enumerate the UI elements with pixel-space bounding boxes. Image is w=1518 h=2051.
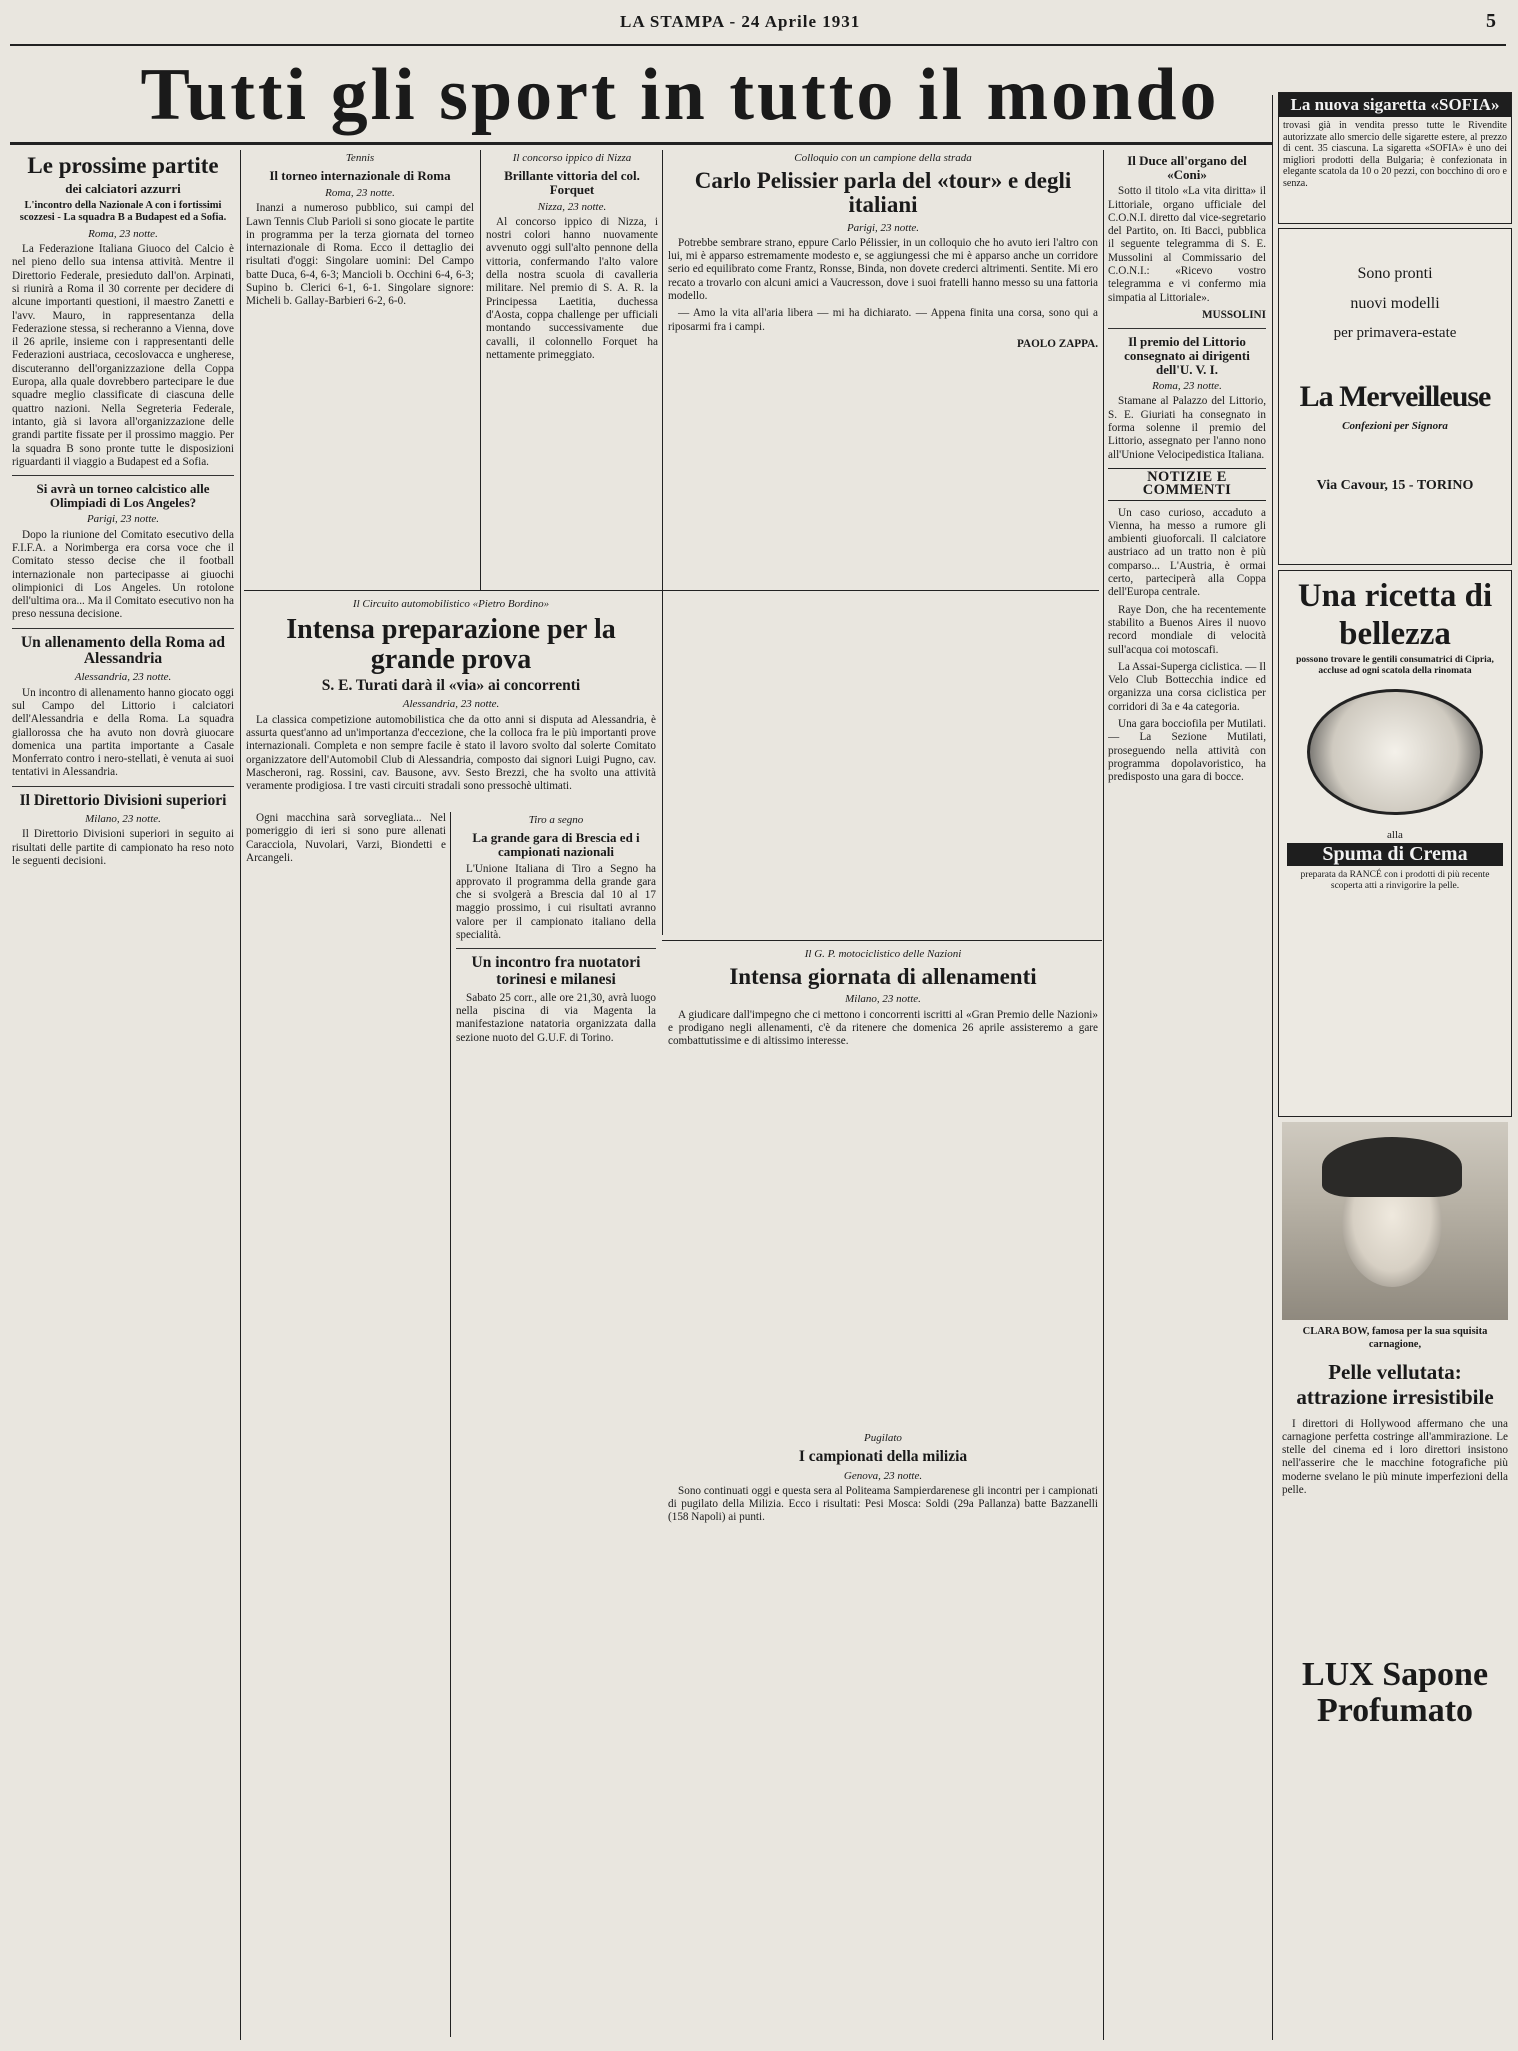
ad-brand: Spuma di Crema [1287, 843, 1503, 866]
column-rule [1103, 150, 1104, 2040]
column-rule [1272, 95, 1273, 2040]
ad-ricetta-bellezza [1278, 570, 1512, 1117]
page-number: 5 [1486, 10, 1496, 32]
article-circuito [246, 596, 656, 806]
divider [12, 628, 234, 629]
ad-label: alla [1387, 829, 1403, 841]
article-title: Brillante vittoria del col. Forquet [504, 168, 640, 197]
article-subtitle: S. E. Turati darà il «via» ai concorrenti [321, 677, 581, 695]
article-body: Potrebbe sembrare strano, eppure Carlo Pélissier, in un colloquio che ho avuto ieri l'altro con lui, mi è apparso estremamente modesto e, se aggiungessi che mi è apparso anche un corridore serio ed equilibrato come Frantz, Ronsse, Binda, non dovete crederci altrimenti. Sentite. Mi ero recato a trovarlo con alcuni amici a Vaucresson, dove i suoi fratelli hanno messo su una fattoria modello. [668, 236, 1098, 303]
article-kicker: Pugilato [864, 1432, 902, 1444]
column-ippica [486, 150, 658, 585]
article-body: — Amo la vita all'aria libera — mi ha dichiarato. — Appena finita una corsa, sono qui a riposarmi fra i campi. [668, 307, 1098, 333]
divider [1108, 328, 1266, 329]
ad-title: Una ricetta di bellezza [1297, 578, 1493, 652]
article-body: Stamane al Palazzo del Littorio, S. E. Giuriati ha consegnato in forma solenne il premio del Littorio, assegnato per l'anno nono all'Unione Velocipedistica Italiana. [1108, 395, 1266, 461]
article-body: Sotto il titolo «La vita diritta» il Littoriale, organo ufficiale del C.O.N.I. diretto dal vice-segretario del Partito, on. Iti Bacci, pubblica il seguente telegramma di S. E. Mussolini al Commissario del C.O.N.I.: «Ricevo vostro telegramma e vi confermo mia simpatia al Littoriale». [1108, 185, 1266, 304]
ad-subtitle: Confezioni per Signora [1342, 420, 1448, 432]
article-kicker: Tiro a segno [528, 814, 584, 826]
article-body: La Federazione Italiana Giuoco del Calcio è nel pieno dello sua intensa attività. Mentre il Direttorio Federale, presieduto dall'on. Arpinati, si riunirà a Roma il 30 corrente per decidere di alcune importanti questioni, il maestro Zanetti e l'avv. Mauro, in rappresentanza della Federazione stessa, si recheranno a Vienna, dove il 26 aprile, insieme con i rappresentanti delle Federazioni austriaca, cecoslovacca e ungherese, discuteranno dell'organizzazione della Coppa Europa, alla quale dovrebbero partecipare le due squadre meglio classificate di ciascuna delle quattro nazioni. Nella Segreteria Federale, intanto, già si lavora all'organizzazione delle grandi partite fissate per il prossimo maggio. Per la squadra B sono pronte tutte le disposizioni riguardanti il viaggio a Budapest ed a Sofia. [12, 243, 234, 468]
article-body: Sabato 25 corr., alle ore 21,30, avrà luogo nella piscina di via Magenta la manifestazione natatoria organizzata dalla sezione nuoto del G.U.F. di Torino. [456, 991, 656, 1044]
article-subtitle: dei calciatori azzurri [65, 181, 181, 197]
article-title: Carlo Pelissier parla del «tour» e degli italiani [694, 168, 1072, 218]
ad-line: per primavera-estate [1333, 325, 1457, 341]
article-title: Si avrà un torneo calcistico alle Olimpiadi di Los Angeles? [36, 481, 210, 510]
column-rule [480, 150, 481, 590]
column-rule [450, 812, 451, 2037]
article-body: A giudicare dall'impegno che ci mettono i concorrenti iscritti al «Gran Premio delle Nazioni» e prodigano negli allenamenti, c'è da ritenere che domenica 26 aprile assisteremo a gare combattutissime e di altissimo interesse. [668, 1008, 1098, 1048]
column-tennis [246, 150, 474, 585]
article-body: La Assai-Superga ciclistica. — Il Velo Club Bottecchia indice ed organizza una corsa ciclistica per corridori di 3a e 4a categoria. [1108, 660, 1266, 713]
article-circuito-cont [246, 812, 446, 2037]
article-body: Un caso curioso, accaduto a Vienna, ha messo a rumore gli ambienti giuoforcali. Il calciatore austriaco ad un tratto non è più comparso... L'Austria, è ormai certo, parteciperà alla Coppa dell'Europa centrale. [1108, 506, 1266, 599]
article-pugilato [668, 1430, 1098, 2035]
article-body: Un incontro di allenamento hanno giocato oggi sul Campo del Littorio i calciatori dell'Alessandria e della Roma. La squadra giallorossa che ha avuto non dovrà giuocare domenica una partita importante a Casale Monferrato contro i nero-stellati, è venuta ai suoi tentativi in Alessandria. [12, 686, 234, 779]
ad-line: nuovi modelli [1350, 295, 1440, 312]
column-notizie [1108, 150, 1266, 2038]
article-motociclistico [668, 946, 1098, 1426]
divider [12, 475, 234, 476]
article-title: Un allenamento della Roma ad Alessandria [20, 633, 226, 668]
dateline: Nizza, 23 notte. [537, 200, 607, 213]
dateline: Alessandria, 23 notte. [402, 698, 500, 711]
headline-rule [10, 142, 1272, 145]
dateline: Parigi, 23 notte. [846, 221, 920, 234]
portrait-photo [1282, 1122, 1508, 1320]
ad-pelle-vellutata [1282, 1325, 1508, 2035]
article-title: Un incontro fra nuotatori torinesi e milanesi [471, 954, 641, 988]
divider [12, 786, 234, 787]
article-pelissier [668, 150, 1098, 935]
ad-merveilleuse [1278, 228, 1512, 565]
page-headline: Tutti gli sport in tutto il mondo [140, 54, 1220, 136]
dateline: Alessandria, 23 notte. [74, 671, 172, 684]
article-title: Il Duce all'organo del «Coni» [1127, 153, 1247, 182]
ad-text: I direttori di Hollywood affermano che una carnagione perfetta costringe all'ammirazione. Le stelle del cinema ed i loro direttori insistono nell'asserire che le macchine fotografiche più moderne svelano le più minute imperfezioni della pelle. [1282, 1417, 1508, 1497]
article-kicker: Il concorso ippico di Nizza [512, 152, 632, 164]
article-kicker: Il G. P. motociclistico delle Nazioni [804, 948, 962, 960]
dateline: Roma, 23 notte. [1152, 380, 1222, 393]
article-body: Il Direttorio Divisioni superiori in seguito ai risultati delle partite di campionato ha reso noto le seguenti decisioni. [12, 828, 234, 867]
signature: MUSSOLINI [1201, 308, 1266, 321]
article-body: Inanzi a numeroso pubblico, sui campi del Lawn Tennis Club Parioli si sono giocate le partite in programma per la terza giornata del torneo internazionale di Roma. Ecco il dettaglio dei risultati d'oggi: Singolare uomini: Del Campo batte Duca, 6-4, 6-3; Mancioli b. Occhini 6-4, 6-3; Supino b. Clerici 6-1, 6-1. Singolare signore: Micheli b. Gallay-Barbieri 6-2, 6-0. [246, 202, 474, 308]
ad-brand: La Merveilleuse [1299, 380, 1491, 413]
dateline: Genova, 23 notte. [843, 1469, 923, 1482]
ad-text: preparata da RANCÉ con i prodotti di più recente scoperta atti a rinvigorire la pelle. [1300, 870, 1490, 891]
article-title: Intensa preparazione per la grande prova [286, 614, 616, 675]
article-kicker: Colloquio con un campione della strada [794, 152, 972, 164]
article-title: Il Direttorio Divisioni superiori [19, 791, 227, 809]
ad-sofia-text: trovasi già in vendita presso tutte le Rivendite autorizzate allo smercio delle sigarette estere, al prezzo di cent. 35 ciascuna. La sigaretta «SOFIA» è uno dei migliori prodotti della Bulgaria; è confezionata in elegante scatola da 10 o 20 pezzi, con bocchino di oro e senza. [1283, 120, 1507, 189]
divider [456, 948, 656, 949]
dateline: Parigi, 23 notte. [86, 513, 160, 526]
article-title: Il premio del Littorio consegnato ai dirigenti dell'U. V. I. [1124, 334, 1250, 377]
ad-brand: LUX Sapone [1301, 1656, 1489, 1694]
masthead-paper-date: LA STAMPA - 24 Aprile 1931 [620, 12, 861, 31]
article-title: I campionati della milizia [798, 1448, 968, 1466]
ad-line: Sono pronti [1357, 265, 1433, 282]
signature: PAOLO ZAPPA. [1017, 337, 1098, 350]
article-body: Sono continuati oggi e questa sera al Politeama Sampierdarenese gli incontri per i campionati di pugilato della Milizia. Ecco i risultati: Pesi Mosca: Soldi (29a Pallanza) batte Bazzanelli (158 Napoli) ai punti. [668, 1484, 1098, 1524]
article-kicker: Tennis [345, 152, 375, 164]
ad-text: possono trovare le gentili consumatrici di Cipria, accluse ad ogni scatola della rinomata [1296, 655, 1494, 676]
article-kicker: Il Circuito automobilistico «Pietro Bordino» [352, 598, 550, 610]
masthead-rule [10, 44, 1506, 46]
ad-sofia [1278, 92, 1512, 224]
column-rule [662, 150, 663, 935]
dateline: Milano, 23 notte. [845, 993, 921, 1006]
section-title-notizie: NOTIZIE E COMMENTI [1108, 468, 1266, 501]
article-body: Dopo la riunione del Comitato esecutivo della F.I.F.A. a Norimberga era corsa voce che il Comitato stesso decise che il football internazionale non partecipasse ai giuochi olimpionici di Los Angeles. Un rotolone dell'ultima ora... Ma il Comitato esecutivo non ha preso nessuna decisione. [12, 528, 234, 621]
article-title: Le prossime partite [27, 153, 219, 178]
article-body: L'Unione Italiana di Tiro a Segno ha approvato il programma della grande gara che si svolgerà a Brescia dal 10 al 17 maggio prossimo, i cui risultati avranno valore per il campionato italiano della specialità. [456, 862, 656, 942]
article-title: Il torneo internazionale di Roma [269, 168, 451, 184]
article-body: Raye Don, che ha recentemente stabilito a Buenos Aires il nuovo record mondiale di velocità sull'acqua coi motoscafi. [1108, 603, 1266, 656]
dateline: Roma, 23 notte. [325, 186, 395, 199]
article-title: La grande gara di Brescia ed i campionati nazionali [472, 830, 640, 859]
article-body: La classica competizione automobilistica che da otto anni si disputa ad Alessandria, è assurta quest'anno ad un'importanza d'eccezione, che la colloca fra le più importanti prove internazionali. Completa e non sempre facile è stato il lavoro svolto dal solerte Comitato organizzatore dell'Automobil Club di Alessandria, composto dai signori Luigi Pugno, cav. Mascheroni, rag. Rossini, cav. Bausone, avv. Sesto Brezzi, che ha svolto una attività veramente prodigiosa. I tre vasti circuiti stradali sono pressochè ultimati. [246, 713, 656, 793]
powder-box-icon [1307, 689, 1483, 815]
column-rule [240, 150, 241, 2040]
dateline: Roma, 23 notte. [88, 227, 158, 240]
ad-title: Pelle vellutata: attrazione irresistibile [1296, 1359, 1494, 1409]
ad-address: Via Cavour, 15 - TORINO [1316, 478, 1474, 493]
section-rule [662, 940, 1102, 941]
article-body: Al concorso ippico di Nizza, i nostri colori hanno nuovamente avvenuto oggi sull'alto pennone della vittoria, confermando l'alto valore della nostra scuola di cavalleria militare. Nel premio di S. A. R. la Principessa Laetitia, duchessa d'Aosta, coppa challenge per ufficiali montando successivamente due cavalli, il colonnello Forquet ha nettamente primeggiato. [486, 215, 658, 361]
hair-shape [1322, 1137, 1462, 1197]
ad-brand: Profumato [1316, 1692, 1474, 1730]
masthead [0, 8, 1518, 48]
column-tiro-nuoto [456, 812, 656, 2037]
dateline: Milano, 23 notte. [85, 812, 161, 825]
photo-caption: CLARA BOW, famosa per la sua squisita carnagione, [1302, 1326, 1488, 1351]
column-calcio [12, 150, 234, 2040]
article-deck: L'incontro della Nazionale A con i fortissimi scozzesi - La squadra B a Budapest ed a Sofia. [19, 199, 227, 223]
article-body: Una gara bocciofila per Mutilati. — La Sezione Mutilati, proseguendo nella attività con programma dopolavoristico, ha predisposto una gara di bocce. [1108, 718, 1266, 784]
ad-sofia-title: La nuova sigaretta «SOFIA» [1279, 93, 1511, 117]
article-title: Intensa giornata di allenamenti [729, 964, 1037, 990]
article-body: Ogni macchina sarà sorvegliata... Nel pomeriggio di ieri si sono pure allenati Caracciola, Nuvolari, Varzi, Biondetti e Arcangeli. [246, 812, 446, 864]
